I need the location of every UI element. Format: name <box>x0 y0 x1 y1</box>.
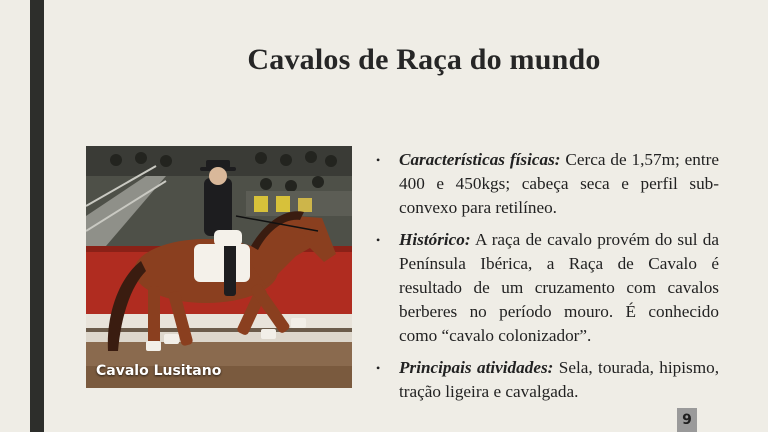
bullet-caracteristicas <box>372 148 719 221</box>
bullet-atividades <box>372 356 719 404</box>
bullet-text: A raça de cavalo provém do sul da Península Ibérica, a Raça de Cavalo é resultado de um cruzamento com cavalos berberes no período mouro. É conhecido como “cavalo colonizador”. <box>399 229 719 346</box>
bullet-dot-icon: • <box>376 360 381 375</box>
bullet-text: Cerca de 1,57m; entre 400 e 450kgs; cabeça seca e perfil sub-convexo para retilíneo. <box>399 150 719 218</box>
bullet-dot-icon: • <box>376 153 381 167</box>
bullet-historico <box>372 228 719 349</box>
bullet-dot-icon: • <box>376 232 381 247</box>
horse-photo <box>86 146 352 388</box>
bullet-text: Sela, tourada, hipismo, tração ligeira e cavalgada. <box>399 357 719 401</box>
bullet-list <box>372 148 719 411</box>
left-accent-bar <box>30 0 44 432</box>
bullet-heading: Principais atividades: <box>399 357 554 377</box>
photo-caption: Cavalo Lusitano <box>96 363 222 379</box>
bullet-heading: Características físicas: <box>399 150 561 169</box>
slide-title: Cavalos de Raça do mundo <box>247 43 601 76</box>
page-number-badge: 9 <box>677 408 697 432</box>
bullet-heading: Histórico: <box>399 229 471 249</box>
horse-illustration <box>86 146 352 388</box>
